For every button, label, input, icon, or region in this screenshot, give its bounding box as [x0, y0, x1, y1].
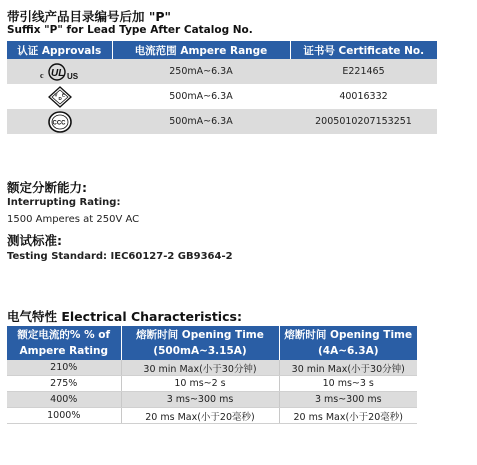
- approval-logo-cell: [7, 84, 112, 109]
- vde-logo: [47, 86, 73, 108]
- opening-time-low-cell: 20 ms Max(小于20毫秒): [121, 408, 279, 424]
- percent-cell: 210%: [7, 360, 121, 376]
- c-ul-us-logo: [36, 63, 84, 81]
- col-certificate: 证书号 Certificate No.: [290, 41, 437, 59]
- percent-cell: 400%: [7, 392, 121, 408]
- approvals-table: [7, 41, 437, 134]
- table-row: [7, 84, 437, 109]
- opening-time-low-cell: 10 ms~2 s: [121, 376, 279, 392]
- col-low-line1: 熔断时间 Opening Time: [136, 329, 264, 341]
- breaking-heading-en: Interrupting Rating:: [7, 197, 121, 208]
- svg-text:c: c: [39, 70, 44, 80]
- svg-text:E: E: [61, 92, 65, 97]
- table-row: [7, 376, 417, 392]
- opening-time-low-cell: 30 min Max(小于30分钟): [121, 360, 279, 376]
- certificate-cell: 2005010207153251: [290, 109, 437, 134]
- electrical-table: [7, 326, 417, 424]
- col-high-line2: (4A~6.3A): [317, 345, 379, 357]
- col-opening-time-high: [279, 326, 417, 360]
- col-percent-line2: Ampere Rating: [19, 345, 108, 357]
- approval-logo-cell: [7, 109, 112, 134]
- table-row: [7, 109, 437, 134]
- table-row: [7, 392, 417, 408]
- title-cn: 带引线产品目录编号后加 "P": [7, 9, 172, 24]
- opening-time-high-cell: 30 min Max(小于30分钟): [279, 360, 417, 376]
- ampere-range-cell: 500mA~6.3A: [112, 109, 290, 134]
- col-low-line2: (500mA~3.15A): [153, 345, 247, 357]
- opening-time-high-cell: 10 ms~3 s: [279, 376, 417, 392]
- ampere-range-cell: 250mA~6.3A: [112, 59, 290, 84]
- col-percent-line1: 额定电流的% % of: [17, 329, 111, 341]
- col-approvals: 认证 Approvals: [7, 41, 112, 59]
- title-en: Suffix "P" for Lead Type After Catalog No.: [7, 24, 253, 36]
- percent-cell: 1000%: [7, 408, 121, 424]
- electrical-header-row: [7, 326, 417, 360]
- percent-cell: 275%: [7, 376, 121, 392]
- table-row: [7, 59, 437, 84]
- opening-time-high-cell: 20 ms Max(小于20毫秒): [279, 408, 417, 424]
- col-high-line1: 熔断时间 Opening Time: [284, 329, 413, 341]
- col-opening-time-low: [121, 326, 279, 360]
- ccc-logo: [47, 111, 73, 133]
- approval-logo-cell: [7, 59, 112, 84]
- certificate-cell: E221465: [290, 59, 437, 84]
- electrical-heading: 电气特性 Electrical Characteristics:: [7, 309, 242, 324]
- ampere-range-cell: 500mA~6.3A: [112, 84, 290, 109]
- testing-standard: Testing Standard: IEC60127-2 GB9364-2: [7, 251, 233, 262]
- svg-text:US: US: [66, 71, 78, 81]
- svg-text:D: D: [58, 95, 62, 101]
- svg-text:CCC: CCC: [52, 120, 65, 126]
- standard-heading-cn: 测试标准:: [7, 233, 62, 248]
- approvals-header-row: [7, 41, 437, 59]
- table-row: [7, 408, 417, 424]
- certificate-cell: 40016332: [290, 84, 437, 109]
- table-row: [7, 360, 417, 376]
- opening-time-high-cell: 3 ms~300 ms: [279, 392, 417, 408]
- opening-time-low-cell: 3 ms~300 ms: [121, 392, 279, 408]
- breaking-value: 1500 Amperes at 250V AC: [7, 214, 140, 225]
- breaking-heading-cn: 额定分断能力:: [7, 180, 87, 195]
- col-ampere-range: 电流范围 Ampere Range: [112, 41, 290, 59]
- svg-text:V: V: [54, 92, 58, 97]
- col-percent-rating: [7, 326, 121, 360]
- svg-text:UL: UL: [50, 67, 64, 79]
